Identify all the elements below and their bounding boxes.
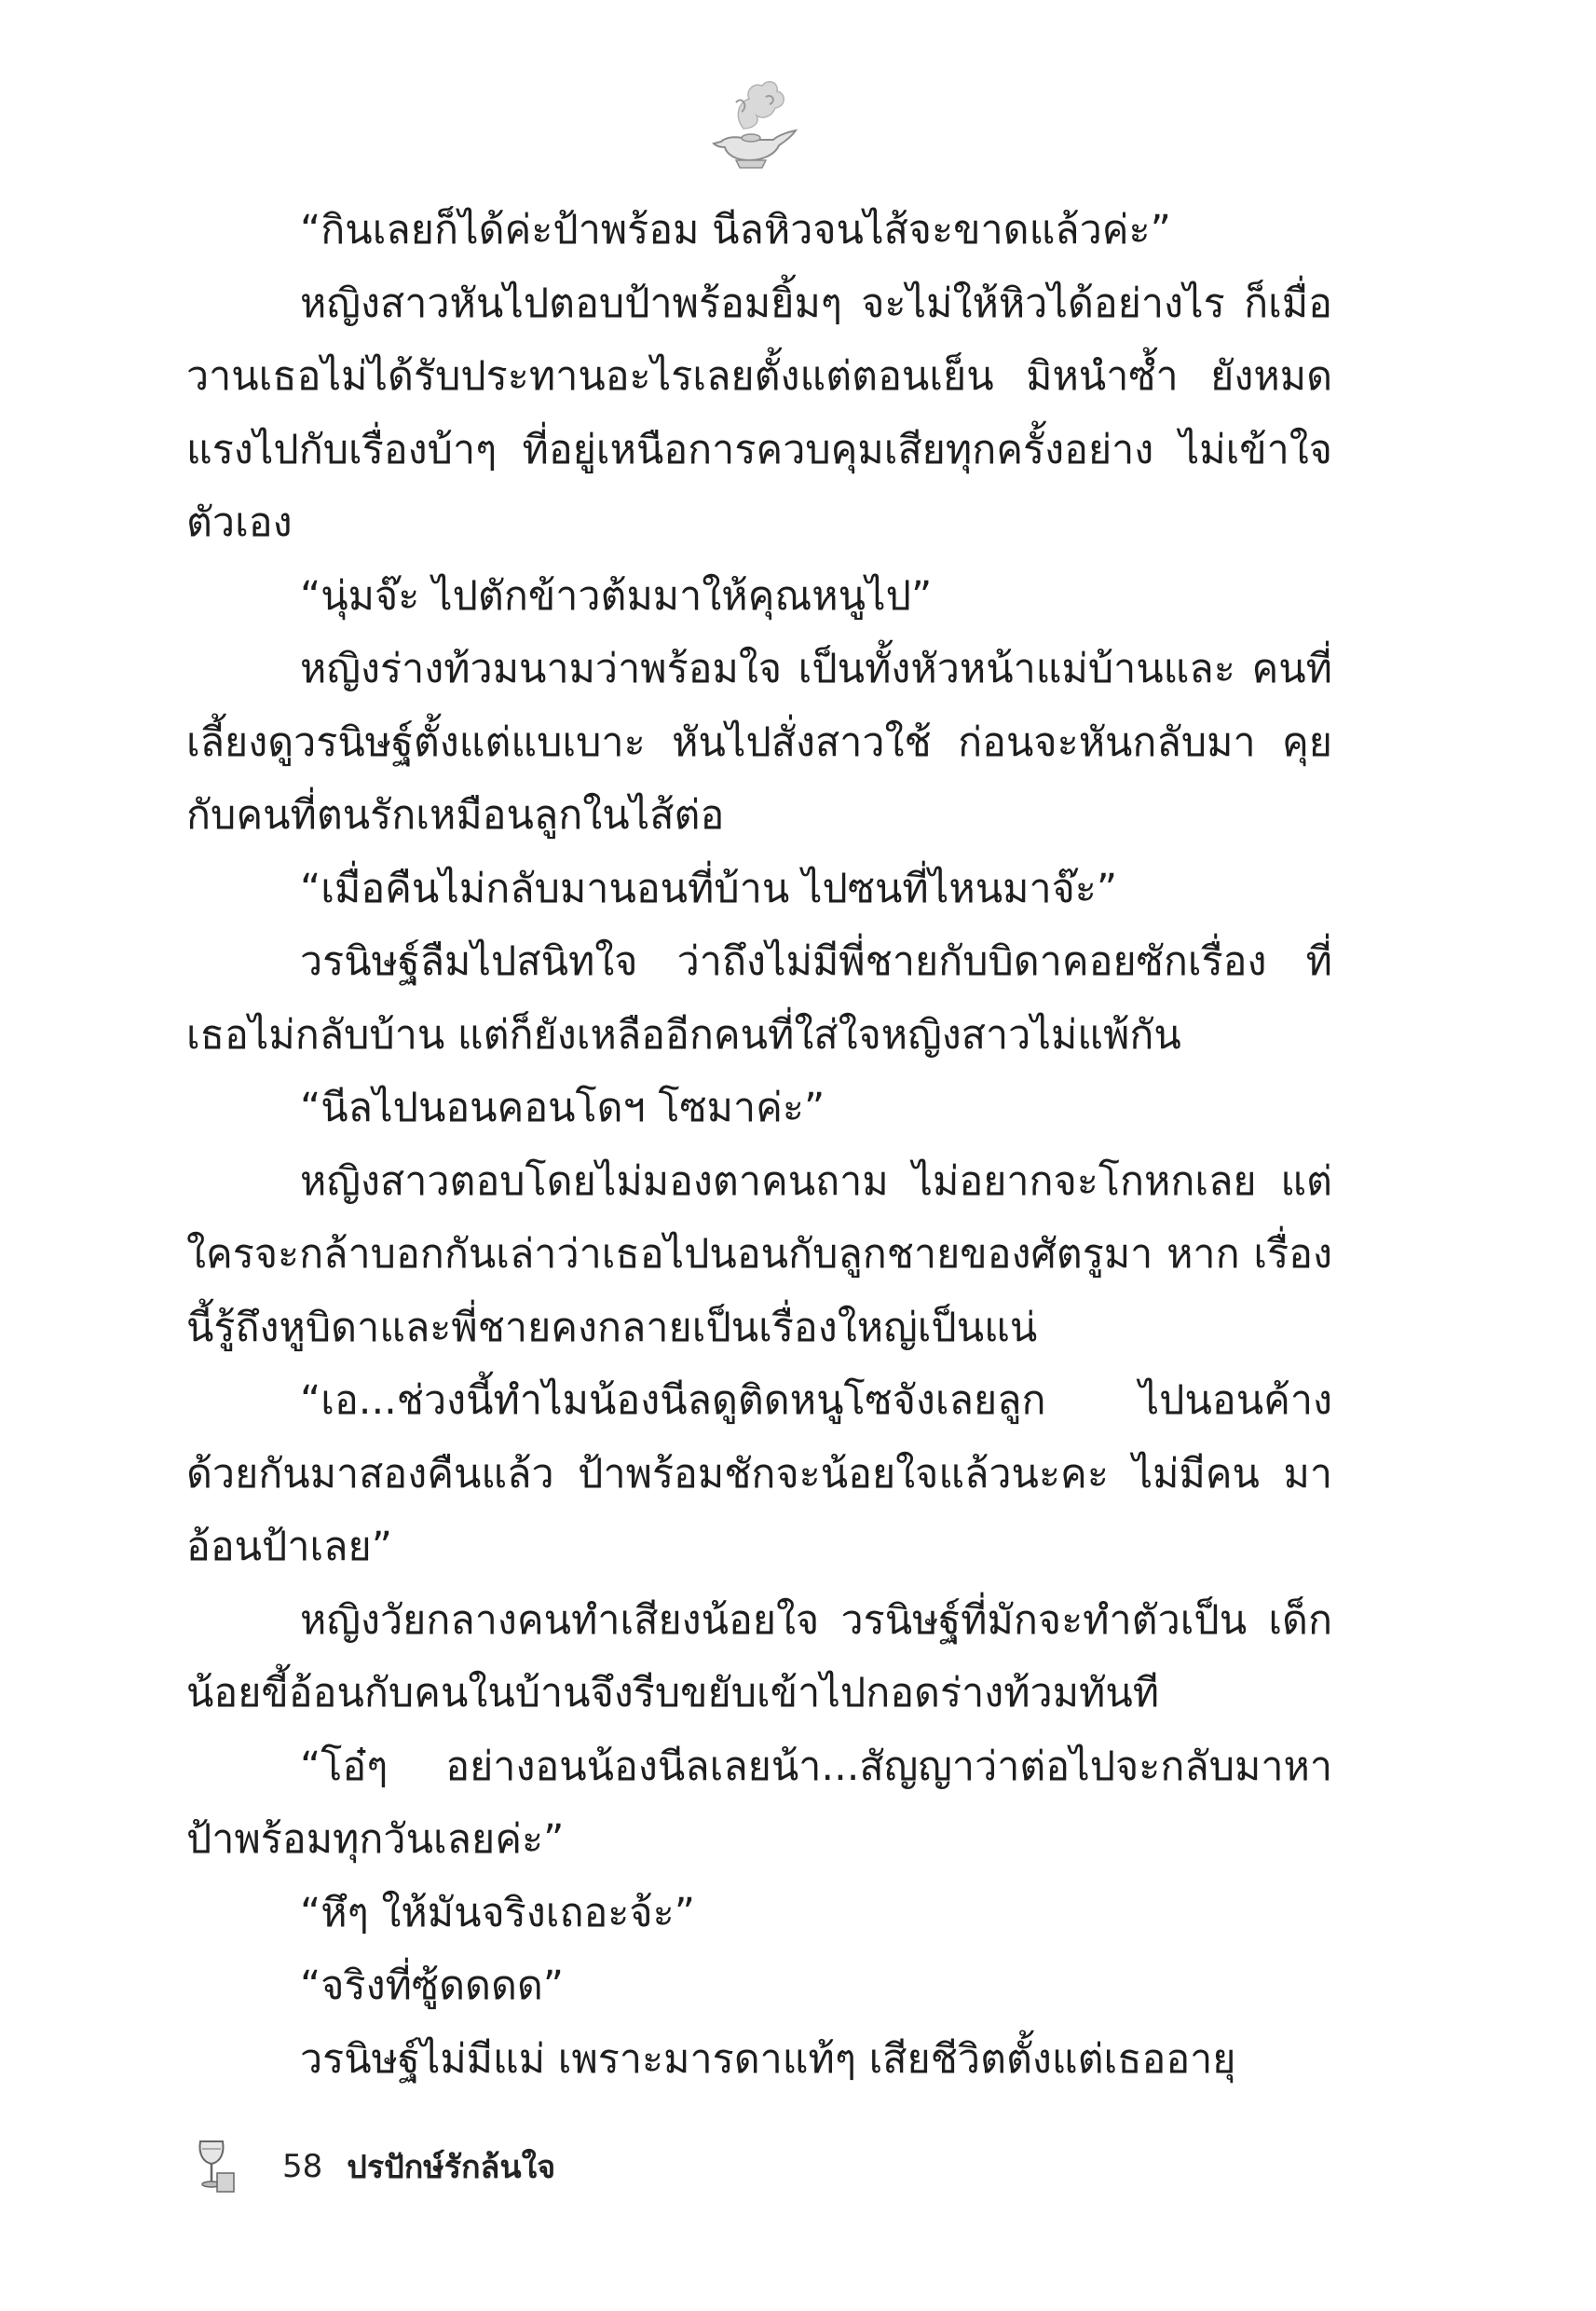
paragraph: “เมื่อคืนไม่กลับมานอนที่บ้าน ไปซนที่ไหนมาจ๊ะ”	[300, 865, 1118, 912]
story-text	[186, 194, 1332, 2096]
paragraph: “หึๆ ให้มันจริงเถอะจ้ะ”	[300, 1889, 695, 1936]
paragraph: หญิงสาวหันไปตอบป้าพร้อมยิ้มๆ จะไม่ให้หิวได้อย่างไร ก็เมื่อวานเธอไม่ได้รับประทานอะไรเลยตั้งแต่ตอนเย็น มิหนำซ้ำ ยังหมดแรงไปกับเรื่องบ้าๆ ที่อยู่เหนือการควบคุมเสียทุกครั้งอย่าง ไม่เข้าใจตัวเอง	[186, 280, 1332, 546]
genie-lamp-icon	[708, 75, 801, 172]
paragraph: วรนิษฐ์ไม่มีแม่ เพราะมารดาแท้ๆ เสียชีวิตตั้งแต่เธออายุ	[300, 2035, 1236, 2083]
paragraph: “โอ๋ๆ อย่างอนน้องนีลเลยน้า...สัญญาว่าต่อไปจะกลับมาหา ป้าพร้อมทุกวันเลยค่ะ”	[186, 1743, 1332, 1863]
paragraph: วรนิษฐ์ลืมไปสนิทใจ ว่าถึงไม่มีพี่ชายกับบิดาคอยซักเรื่อง ที่เธอไม่กลับบ้าน แต่ก็ยังเหลืออีกคนที่ใส่ใจหญิงสาวไม่แพ้กัน	[186, 938, 1332, 1059]
paragraph: หญิงวัยกลางคนทำเสียงน้อยใจ วรนิษฐ์ที่มักจะทำตัวเป็น เด็กน้อยขี้อ้อนกับคนในบ้านจึงรีบขยับเข้าไปกอดร่างท้วมทันที	[186, 1596, 1332, 1716]
paragraph: “เอ...ช่วงนี้ทำไมน้องนีลดูติดหนูโซจังเลยลูก ไปนอนค้าง ด้วยกันมาสองคืนแล้ว ป้าพร้อมชักจะน้อยใจแล้วนะคะ ไม่มีคน มาอ้อนป้าเลย”	[186, 1377, 1332, 1570]
paragraph: หญิงร่างท้วมนามว่าพร้อมใจ เป็นทั้งหัวหน้าแม่บ้านและ คนที่เลี้ยงดูวรนิษฐ์ตั้งแต่แบเบาะ หันไปสั่งสาวใช้ ก่อนจะหันกลับมา คุยกับคนที่ตนรักเหมือนลูกในไส้ต่อ	[186, 646, 1332, 839]
page-number: 58	[282, 2148, 323, 2185]
wine-glass-icon	[191, 2138, 238, 2195]
paragraph: “นีลไปนอนคอนโดฯ โซมาค่ะ”	[300, 1085, 825, 1131]
page-footer	[191, 2134, 555, 2199]
paragraph: “จริงที่ซู้ดดดด”	[300, 1962, 565, 2009]
paragraph: “นุ่มจ๊ะ ไปตักข้าวต้มมาให้คุณหนูไป”	[300, 572, 933, 620]
paragraph: “กินเลยก็ได้ค่ะป้าพร้อม นีลหิวจนไส้จะขาดแล้วค่ะ”	[300, 207, 1171, 253]
book-title: ปรปักษ์รักล้นใจ	[347, 2149, 556, 2186]
paragraph: หญิงสาวตอบโดยไม่มองตาคนถาม ไม่อยากจะโกหกเลย แต่ใครจะกล้าบอกกันเล่าว่าเธอไปนอนกับลูกชายของศัตรูมา หาก เรื่องนี้รู้ถึงหูบิดาและพี่ชายคงกลายเป็นเรื่องใหญ่เป็นแน่	[186, 1157, 1332, 1351]
